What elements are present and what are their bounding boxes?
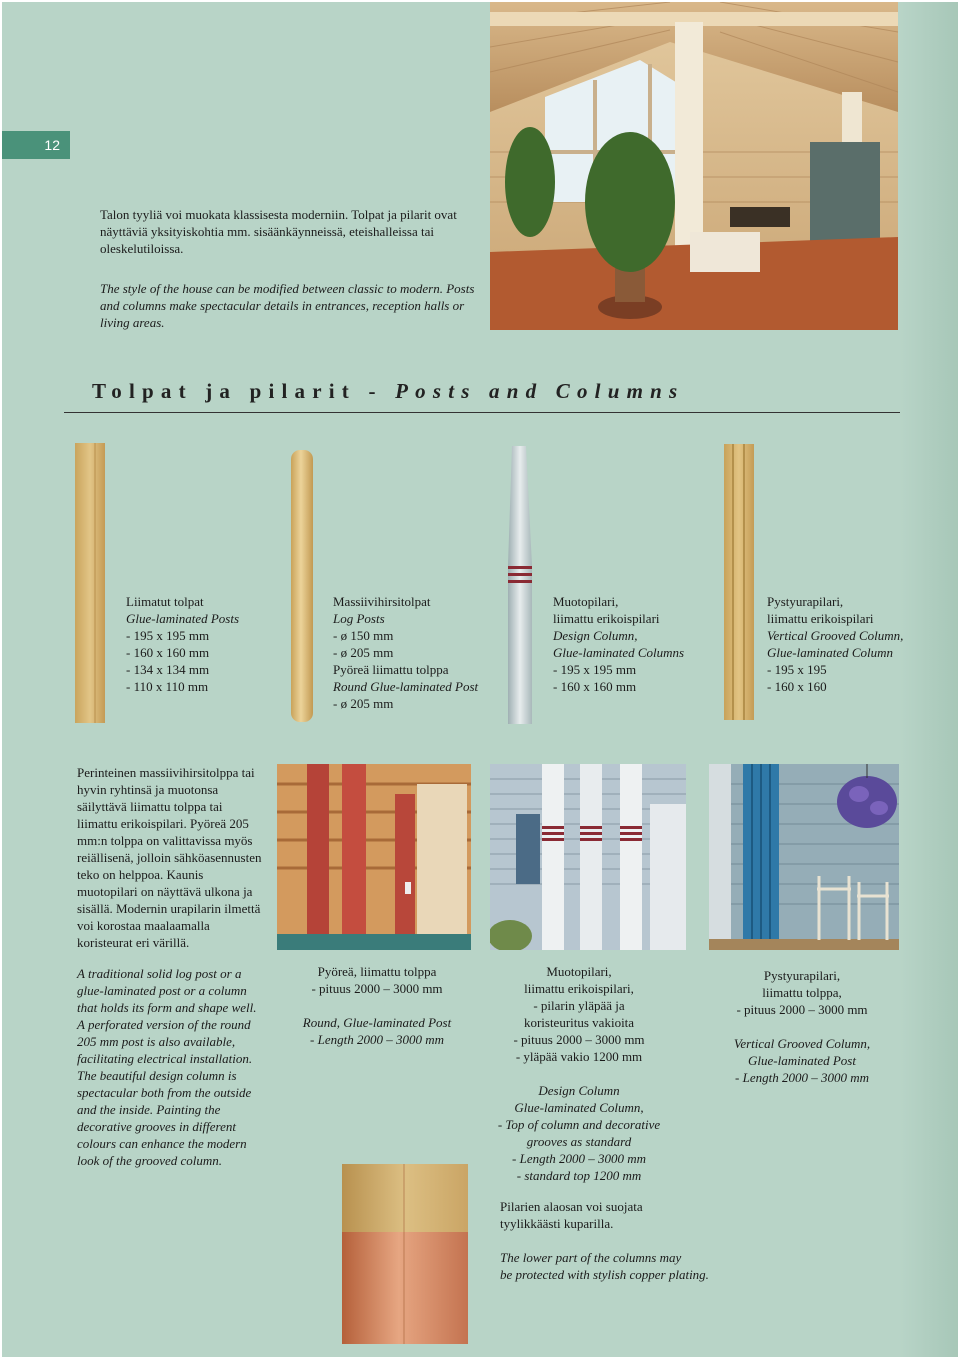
copper-plated-post-image — [342, 1164, 472, 1344]
product-line: Log Posts — [333, 611, 385, 626]
section-title-separator: - — [368, 379, 383, 403]
catalog-page — [2, 2, 958, 1357]
product-label-grooved-column — [767, 593, 903, 695]
product-line: - 134 x 134 mm — [126, 662, 210, 677]
product-line: liimattu erikoispilari — [767, 611, 874, 626]
product-line: - 160 x 160 mm — [553, 679, 637, 694]
round-post-photo — [277, 764, 471, 950]
caption-line: Design Column — [538, 1083, 620, 1098]
product-line: - ø 205 mm — [333, 696, 394, 711]
product-line: Vertical Grooved Column, — [767, 628, 904, 643]
section-title-fi: Tolpat ja pilarit — [92, 379, 356, 403]
description-en: A traditional solid log post or a glue-laminated post or a column that holds its form and shape well. A perforated version of the round 205 mm post is also available, facilitating electrical installation. The beautiful design column is spectacular both from the outside and the inside. Painting the decorative grooves in different colours can enhance the modern look of the grooved column. — [77, 966, 257, 1168]
caption-line: - pilarin yläpää ja — [533, 998, 625, 1013]
product-line: Design Column, — [553, 628, 638, 643]
caption-line: - pituus 2000 – 3000 mm — [736, 1002, 868, 1017]
product-line: Glue-laminated Posts — [126, 611, 240, 626]
section-title-en: Posts and Columns — [395, 379, 685, 403]
interior-photo — [490, 2, 898, 330]
grooved-column-image — [724, 444, 758, 720]
product-line: Muotopilari, — [553, 594, 619, 609]
caption-line: Glue-laminated Post — [748, 1053, 856, 1068]
copper-note-line: Pilarien alaosan voi suojata — [500, 1199, 643, 1214]
caption-line: grooves as standard — [526, 1134, 632, 1149]
product-line: Glue-laminated Column — [767, 645, 894, 660]
caption-line: Muotopilari, — [546, 964, 612, 979]
caption-line: - standard top 1200 mm — [516, 1168, 642, 1183]
design-column-image — [504, 446, 538, 724]
caption-line: Vertical Grooved Column, — [733, 1036, 871, 1051]
product-line: Glue-laminated Columns — [553, 645, 685, 660]
caption-line: - pituus 2000 – 3000 mm — [311, 981, 443, 996]
caption-line: koristeuritus vakioita — [523, 1015, 635, 1030]
caption-line: - pituus 2000 – 3000 mm — [513, 1032, 645, 1047]
heading-rule — [64, 412, 900, 413]
product-line: - 195 x 195 mm — [553, 662, 637, 677]
product-line: liimattu erikoispilari — [553, 611, 660, 626]
product-line: - 110 x 110 mm — [126, 679, 209, 694]
product-label-log-posts — [333, 593, 478, 712]
caption-line: Pyöreä, liimattu tolppa — [317, 964, 437, 979]
product-line: - 160 x 160 mm — [126, 645, 210, 660]
product-line: - 160 x 160 — [767, 679, 827, 694]
caption-line: Round, Glue-laminated Post — [302, 1015, 452, 1030]
page-number: 12 — [2, 131, 70, 159]
design-column-photo — [490, 764, 686, 950]
product-line: Pystyurapilari, — [767, 594, 844, 609]
product-line: Liimatut tolpat — [126, 594, 204, 609]
caption-line: Glue-laminated Column, — [514, 1100, 644, 1115]
copper-note-line: The lower part of the columns may — [500, 1250, 682, 1265]
copper-note — [500, 1198, 709, 1283]
copper-note-line: tyylikkäästi kuparilla. — [500, 1216, 614, 1231]
product-line: - 195 x 195 — [767, 662, 827, 677]
product-label-glue-laminated-posts — [126, 593, 239, 695]
intro-text-en: The style of the house can be modified between classic to modern. Posts and columns make spectacular details in entrances, reception halls or living areas. — [100, 281, 475, 330]
caption-round-post — [297, 963, 457, 1048]
product-line: - 195 x 195 mm — [126, 628, 210, 643]
page-edge-strip — [900, 2, 958, 1357]
product-line: Round Glue-laminated Post — [333, 679, 479, 694]
caption-line: liimattu tolppa, — [762, 985, 842, 1000]
intro-text-fi: Talon tyyliä voi muokata klassisesta moderniin. Tolpat ja pilarit ovat näyttäviä yksityiskohtia mm. sisäänkäynneissä, eteishalleissa tai oleskelutiloissa. — [100, 207, 457, 256]
caption-line: - Length 2000 – 3000 mm — [512, 1151, 646, 1166]
caption-line: Pystyurapilari, — [763, 968, 841, 983]
caption-design-column — [494, 963, 664, 1184]
section-title — [92, 379, 684, 404]
copper-note-line: be protected with stylish copper plating. — [500, 1267, 709, 1282]
caption-line: liimattu erikoispilari, — [524, 981, 634, 996]
product-label-design-column — [553, 593, 684, 695]
product-line: Pyöreä liimattu tolppa — [333, 662, 449, 677]
log-post-image — [291, 450, 315, 722]
caption-line: - Length 2000 – 3000 mm — [735, 1070, 869, 1085]
product-line: - ø 150 mm — [333, 628, 394, 643]
caption-grooved-column — [722, 967, 882, 1086]
caption-line: - Top of column and decorative — [497, 1117, 661, 1132]
product-line: Massiivihirsitolpat — [333, 594, 431, 609]
caption-line: - Length 2000 – 3000 mm — [310, 1032, 444, 1047]
glue-laminated-post-image — [75, 443, 107, 723]
description-fi: Perinteinen massiivihirsitolppa tai hyvin ryhtinsä ja muotonsa säilyttävä liimattu tolppa tai liimattu erikoispilari. Pyöreä 205 mm:n tolppa on valittavissa myös reiällisenä, jolloin sähköasennusten teko on helppoa. Kaunis muotopilari on näyttävä ulkona ja sisällä. Modernin urapilarin ilmettä voi korostaa maalaamalla koristeurat eri värillä. — [77, 765, 262, 950]
grooved-column-photo — [709, 764, 899, 950]
product-line: - ø 205 mm — [333, 645, 394, 660]
caption-line: - yläpää vakio 1200 mm — [515, 1049, 643, 1064]
